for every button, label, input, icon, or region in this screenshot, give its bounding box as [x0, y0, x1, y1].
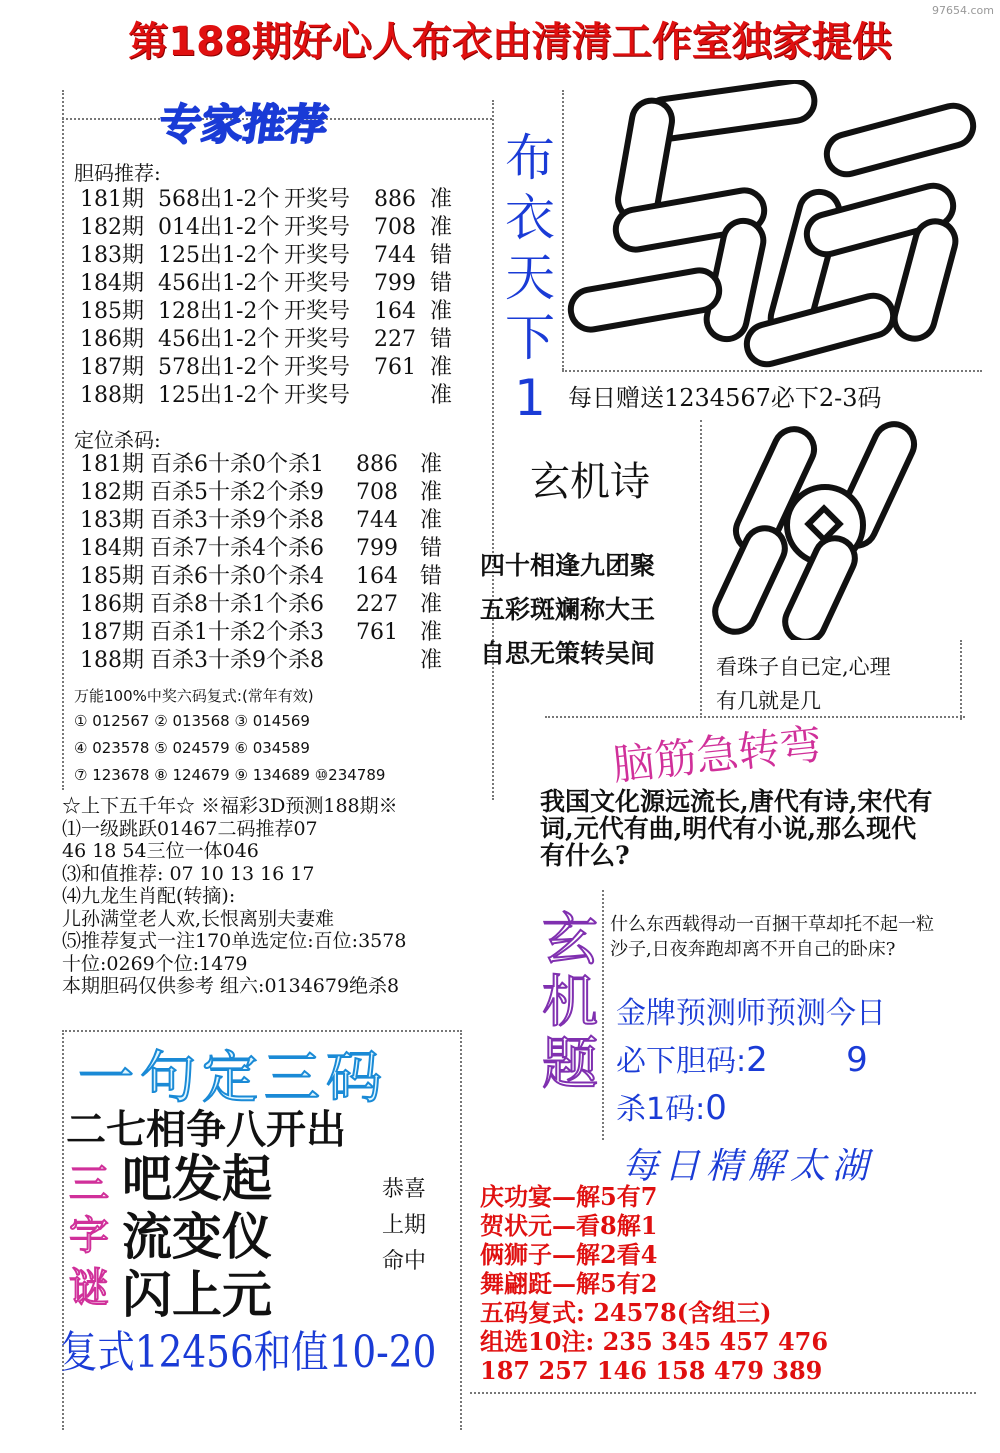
beads-caption-line: 有几就是几	[716, 689, 821, 713]
kill-cell-draw: 799	[356, 536, 398, 561]
page-title: 第188期好心人布衣由清清工作室独家提供	[128, 19, 892, 65]
three-word-lines	[122, 1150, 272, 1324]
kill-cell-period: 182期	[80, 480, 144, 505]
history-line: 46 18 54三位一体046	[62, 840, 259, 862]
kill-label: 定位杀码:	[74, 428, 161, 452]
dan-row	[80, 298, 460, 326]
kill-row	[80, 535, 450, 563]
big-digits-56	[565, 80, 985, 370]
divider	[562, 370, 982, 372]
dan-label: 胆码推荐:	[74, 161, 161, 185]
combo-line: ④ 023578 ⑤ 024579 ⑥ 034589	[74, 739, 310, 757]
dan-cell-period: 187期	[80, 355, 144, 380]
dan-cell-draw-label: 开奖号	[284, 299, 351, 324]
kill-cell-result: 准	[420, 620, 443, 645]
history-line: ⑴一级跳跃01467二码推荐07	[62, 817, 318, 840]
dan-cell-draw: 886	[374, 187, 416, 212]
poem-lines	[480, 544, 655, 676]
dan-table	[80, 186, 460, 410]
dan-row	[80, 354, 460, 382]
kill-cell-result: 错	[420, 536, 443, 561]
combo-list	[74, 708, 385, 789]
one-line-phrase: 二七相争八开出	[66, 1107, 346, 1153]
fushi-text: 复式12456和值10-20	[60, 1327, 437, 1378]
dan-cell-pick: 125出1-2个	[158, 243, 280, 268]
site-watermark: 97654.com	[932, 4, 994, 17]
kill-cell-result: 准	[420, 508, 443, 533]
kill-cell-draw: 708	[356, 480, 398, 505]
kill-code-label: 杀1码:	[616, 1092, 706, 1127]
combo-line: ⑦ 123678 ⑧ 124679 ⑨ 134689 ⑩234789	[74, 766, 386, 784]
dan-cell-pick: 578出1-2个	[158, 355, 280, 380]
three-word-line: 闪上元	[122, 1266, 272, 1324]
divider	[960, 640, 962, 720]
dan-cell-result: 准	[430, 383, 453, 408]
taihu-line: 五码复式: 24578(含组三)	[480, 1298, 772, 1327]
divider	[492, 100, 494, 800]
kill-row	[80, 591, 450, 619]
taihu-line: 贺状元—看8解1	[480, 1211, 658, 1240]
divider	[62, 90, 64, 790]
three-word-side-label: 三字谜	[69, 1161, 109, 1311]
must-code-b: 9	[846, 1040, 868, 1080]
dan-cell-period: 185期	[80, 299, 144, 324]
taihu-line: 庆功宴—解5有7	[480, 1182, 658, 1211]
kill-cell-draw: 164	[356, 564, 398, 589]
kill-cell-draw: 744	[356, 508, 398, 533]
combo-label: 万能100%中奖六码复式:(常年有效)	[74, 687, 314, 705]
kill-cell-result: 准	[420, 592, 443, 617]
kill-cell-result: 错	[420, 564, 443, 589]
dan-cell-period: 188期	[80, 383, 144, 408]
combo-line: ① 012567 ② 013568 ③ 014569	[74, 712, 310, 730]
taihu-lines	[480, 1182, 828, 1385]
dan-cell-draw: 227	[374, 327, 416, 352]
kill-code-row	[616, 1084, 727, 1128]
kill-row	[80, 507, 450, 535]
must-code-label: 必下胆码:	[616, 1044, 747, 1079]
history-line: ⑸推荐复式一注170单选定位:百位:3578	[62, 930, 407, 952]
dan-cell-pick: 128出1-2个	[158, 299, 280, 324]
dan-row	[80, 186, 460, 214]
beads-caption	[716, 650, 891, 718]
kill-cell-pick: 百杀3十杀9个杀8	[150, 508, 324, 533]
dan-cell-draw-label: 开奖号	[284, 243, 351, 268]
buyi-vertical-title: 布衣天下1	[505, 129, 555, 427]
dan-cell-pick: 568出1-2个	[158, 187, 280, 212]
taihu-line: 组选10注: 235 345 457 476	[480, 1327, 829, 1356]
dan-cell-pick: 014出1-2个	[158, 215, 280, 240]
divider	[602, 890, 604, 1140]
congrats-line: 恭喜	[382, 1177, 427, 1202]
dan-cell-result: 准	[430, 299, 453, 324]
kill-cell-draw: 761	[356, 620, 398, 645]
kill-cell-draw: 886	[356, 452, 398, 477]
gold-predict-line: 金牌预测师预测今日	[616, 996, 886, 1031]
dan-cell-period: 182期	[80, 215, 144, 240]
congrats	[382, 1172, 426, 1280]
kill-cell-period: 183期	[80, 508, 144, 533]
kill-code-value: 0	[705, 1088, 727, 1128]
taihu-heading: 每日精解太湖	[622, 1146, 875, 1187]
kill-cell-period: 181期	[80, 452, 144, 477]
dan-row	[80, 270, 460, 298]
dan-cell-draw: 744	[374, 243, 416, 268]
poem-line: 五彩斑斓称大王	[480, 595, 656, 624]
dan-cell-draw: 799	[374, 271, 416, 296]
kill-cell-period: 187期	[80, 620, 144, 645]
taihu-line: 舞翩跹—解5有2	[480, 1269, 658, 1298]
dan-cell-draw: 708	[374, 215, 416, 240]
must-code-row	[616, 1036, 868, 1080]
dan-cell-pick: 456出1-2个	[158, 327, 280, 352]
history-line: 儿孙满堂老人欢,长恨离别夫妻难	[62, 907, 335, 930]
xuanji-vertical-title: 玄机题	[542, 908, 598, 1097]
dan-cell-period: 184期	[80, 271, 144, 296]
kill-row	[80, 619, 450, 647]
beads-caption-line: 看珠子自已定,心理	[716, 655, 891, 679]
kill-cell-result: 准	[420, 648, 443, 673]
divider	[700, 420, 702, 715]
history-line: 十位:0269个位:1479	[62, 952, 248, 975]
three-word-line: 吧发起	[122, 1150, 272, 1208]
dan-row	[80, 326, 460, 354]
congrats-line: 上期	[382, 1213, 427, 1238]
history-block	[62, 795, 502, 998]
riddle-heading: 脑筋急转弯	[610, 719, 825, 790]
dan-cell-draw-label: 开奖号	[284, 187, 351, 212]
kill-cell-pick: 百杀6十杀0个杀1	[150, 452, 324, 477]
dan-cell-draw-label: 开奖号	[284, 271, 351, 296]
dan-cell-draw-label: 开奖号	[284, 215, 351, 240]
daily-gift: 每日赠送1234567必下2-3码	[568, 384, 882, 412]
poem-line: 四十相逢九团聚	[480, 551, 656, 580]
dan-cell-result: 错	[430, 327, 453, 352]
dan-row	[80, 242, 460, 270]
kill-row	[80, 451, 450, 479]
dan-cell-result: 错	[430, 271, 453, 296]
kill-cell-period: 184期	[80, 536, 144, 561]
kill-cell-pick: 百杀5十杀2个杀9	[150, 480, 324, 505]
dan-cell-period: 186期	[80, 327, 144, 352]
kill-cell-pick: 百杀8十杀1个杀6	[150, 592, 324, 617]
dan-cell-result: 准	[430, 187, 453, 212]
kill-cell-pick: 百杀7十杀4个杀6	[150, 536, 324, 561]
kill-row	[80, 563, 450, 591]
kill-row	[80, 647, 450, 675]
dan-cell-draw: 761	[374, 355, 416, 380]
divider	[62, 1030, 462, 1032]
dan-cell-draw-label: 开奖号	[284, 355, 351, 380]
kill-cell-result: 准	[420, 452, 443, 477]
congrats-line: 命中	[382, 1249, 427, 1274]
poem-line: 自思无策转吴间	[480, 639, 656, 668]
kill-cell-pick: 百杀3十杀9个杀8	[150, 648, 324, 673]
dan-row	[80, 382, 460, 410]
kill-row	[80, 479, 450, 507]
kill-cell-draw	[356, 647, 420, 675]
divider	[562, 90, 564, 370]
dan-cell-result: 准	[430, 355, 453, 380]
history-line: ⑶和值推荐: 07 10 13 16 17	[62, 862, 315, 885]
dan-cell-pick: 456出1-2个	[158, 271, 280, 296]
kill-cell-period: 186期	[80, 592, 144, 617]
kill-table	[80, 451, 450, 675]
dan-cell-period: 183期	[80, 243, 144, 268]
divider	[470, 1392, 976, 1394]
kill-cell-result: 准	[420, 480, 443, 505]
kill-cell-pick: 百杀6十杀0个杀4	[150, 564, 324, 589]
poem-title: 玄机诗	[530, 459, 650, 505]
dan-cell-pick: 125出1-2个	[158, 383, 280, 408]
expert-heading: 专家推荐	[156, 100, 332, 149]
taihu-line: 187 257 146 158 479 389	[480, 1356, 823, 1385]
dan-cell-period: 181期	[80, 187, 144, 212]
dan-cell-result: 错	[430, 243, 453, 268]
kill-cell-period: 185期	[80, 564, 144, 589]
dan-cell-draw	[374, 382, 430, 410]
history-line: 本期胆码仅供参考 组六:0134679绝杀8	[62, 975, 400, 997]
dan-cell-draw-label: 开奖号	[284, 383, 351, 408]
dan-row	[80, 214, 460, 242]
kill-cell-pick: 百杀1十杀2个杀3	[150, 620, 324, 645]
history-line: ☆上下五千年☆ ※福彩3D预测188期※	[62, 795, 398, 817]
riddle-text: 我国文化源远流长,唐代有诗,宋代有词,元代有曲,明代有小说,那么现代有什么?	[540, 787, 933, 870]
kill-cell-draw: 227	[356, 592, 398, 617]
history-line: ⑷九龙生肖配(转摘):	[62, 885, 236, 907]
three-word-line: 流变仪	[122, 1208, 272, 1266]
kill-cell-period: 188期	[80, 648, 144, 673]
taihu-line: 俩狮子—解2看4	[480, 1240, 658, 1269]
beads-digits	[705, 415, 965, 640]
must-code-a: 2	[746, 1040, 768, 1080]
dan-cell-draw: 164	[374, 299, 416, 324]
one-line-heading: 一句定三码	[78, 1046, 388, 1111]
dan-cell-result: 准	[430, 215, 453, 240]
xuanji-question: 什么东西载得动一百捆干草却托不起一粒沙子,日夜奔跑却离不开自己的卧床?	[610, 914, 934, 960]
divider	[460, 1030, 462, 1430]
dan-cell-draw-label: 开奖号	[284, 327, 351, 352]
